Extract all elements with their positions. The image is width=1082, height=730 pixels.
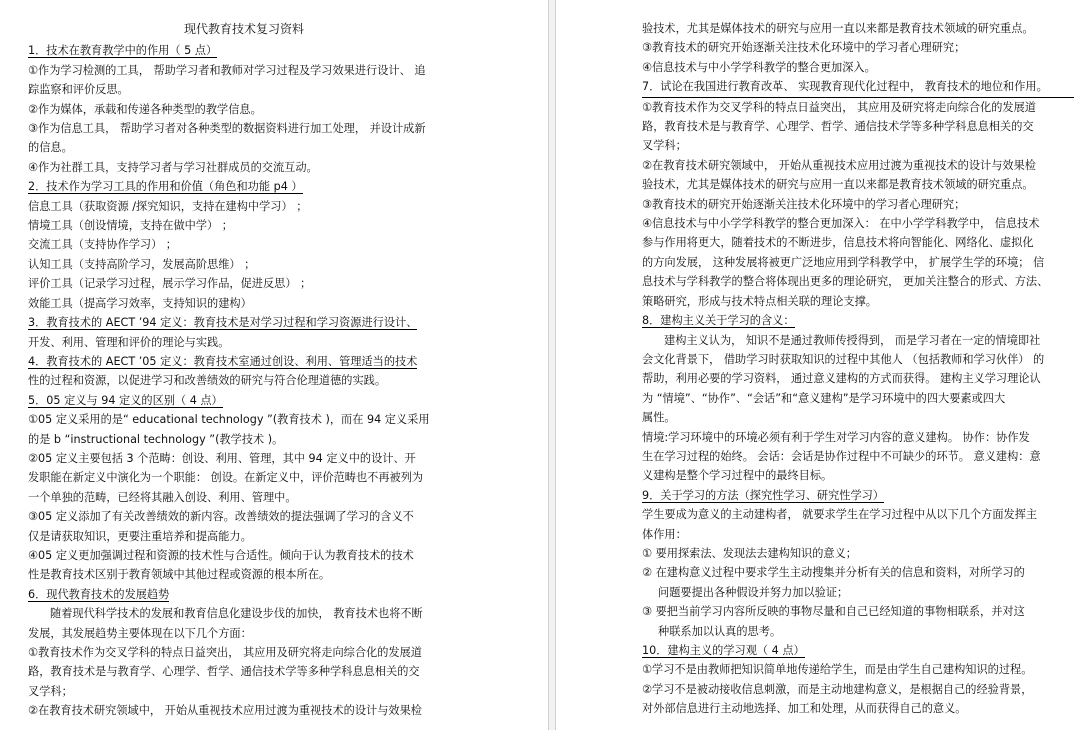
text-line: ①教育技术作为交叉学科的特点日益突出， 其应用及研究将走向综合化的发展道 xyxy=(642,100,1036,114)
document-title: 现代教育技术复习资料 xyxy=(183,22,304,36)
section-heading xyxy=(642,486,1074,505)
text-line: ②作为媒体，承载和传递各种类型的教学信息。 xyxy=(28,102,262,116)
text-line: 叉学科； xyxy=(28,684,73,698)
text-line: 问题要提出各种假设并努力加以验证； xyxy=(658,585,849,599)
text-line: 发职能在新定义中演化为一个职能： 创设。在新定义中，评价范畴也不再被列为 xyxy=(28,471,424,485)
text-line: 发展，其发展趋势主要体现在以下几个方面： xyxy=(28,626,252,640)
text-line: 随着现代科学技术的发展和教育信息化建设步伐的加快， 教育技术也将不断 xyxy=(50,607,423,621)
page-gutter xyxy=(548,0,556,730)
text-line: 帮助，利用必要的学习资料， 通过意义建构的方式而获得。 建构主义学习理论认 xyxy=(642,372,1041,386)
text-line: 认知工具（支持高阶学习，发展高阶思维） ； xyxy=(28,257,256,271)
text-line: ③ 要把当前学习内容所反映的事物尽量和自己已经知道的事物相联系，并对这 xyxy=(642,605,1025,619)
section-heading xyxy=(28,391,460,410)
section-heading-text: 1．技术在教育教学中的作用（ 5 点） xyxy=(28,44,218,58)
section-heading-text: 3．教育技术的 AECT ’94 定义：教育技术是对学习过程和学习资源进行设计、 xyxy=(28,316,418,330)
text-line: 效能工具（提高学习效率，支持知识的建构） xyxy=(28,296,252,310)
right-page xyxy=(556,0,1082,730)
text-line: ②在教育技术研究领域中， 开始从重视技术应用过渡为重视技术的设计与效果检 xyxy=(642,158,1036,172)
section-heading xyxy=(642,311,1074,330)
section-heading: 7．试论在我国进行教育改革、 实现教育现代化过程中， 教育技术的地位和作用。 xyxy=(642,77,1074,97)
text-line: 路，教育技术是与教育学、心理学、哲学、通信技术学等多种学科息息相关的交 xyxy=(642,120,1034,134)
text-line: 会文化背景下， 借助学习时获取知识的过程中其他人 （包括教师和学习伙伴） 的 xyxy=(642,352,1045,366)
section-heading xyxy=(28,41,460,60)
text-line: ②在教育技术研究领域中， 开始从重视技术应用过渡为重视技术的设计与效果检 xyxy=(28,704,422,718)
text-line: ①教育技术作为交叉学科的特点日益突出， 其应用及研究将走向综合化的发展道 xyxy=(28,646,422,659)
section-heading xyxy=(28,177,460,196)
text-line: 开发、利用、管理和评价的理论与实践。 xyxy=(28,335,230,349)
text-line: 性的过程和资源，以促进学习和改善绩效的研究与符合伦理道德的实践。 xyxy=(28,374,387,388)
text-line: ②05 定义主要包括 3 个范畴：创设、利用、管理，其中 94 定义中的设计、开 xyxy=(28,451,416,465)
text-line: 情境工具（创设情境，支持在做中学） ； xyxy=(28,219,233,233)
text-line: 种联系加以认真的思考。 xyxy=(658,624,782,638)
text-line: 路，教育技术是与教育学、心理学、哲学、通信技术学等多种学科息息相关的交 xyxy=(28,665,420,679)
text-line: 仅是请获取知识，更要注重培养和提高能力。 xyxy=(28,529,252,543)
section-heading xyxy=(28,313,460,332)
text-line: 学生要成为意义的主动建构者， 就要求学生在学习过程中从以下几个方面发挥主 xyxy=(642,508,1038,522)
text-line: ③05 定义添加了有关改善绩效的新内容。改善绩效的提法强调了学习的含义不 xyxy=(28,510,414,524)
text-line: ③教育技术的研究开始逐渐关注技术化环境中的学习者心理研究； xyxy=(642,41,966,55)
text-line: 的信息。 xyxy=(28,141,73,155)
text-line: 体作用： xyxy=(642,527,687,541)
section-heading-text: 8．建构主义关于学习的含义： xyxy=(642,314,795,328)
text-line: ③作为信息工具， 帮助学习者对各种类型的数据资料进行加工处理， 并设计成新 xyxy=(28,122,426,136)
section-heading-text: 2．技术作为学习工具的作用和价值（角色和功能 p4 ） xyxy=(28,180,303,194)
text-line: ①作为学习检测的工具， 帮助学习者和教师对学习过程及学习效果进行设计、 追 xyxy=(28,63,426,77)
left-column xyxy=(28,0,460,721)
section-heading-text: 9．关于学习的方法（探究性学习、研究性学习） xyxy=(642,488,885,502)
text-line: ①05 定义采用的是“ educational technology ”(教育技术 )，而在 94 定义采用 xyxy=(28,413,430,427)
section-heading-text: 4．教育技术的 AECT ’05 定义：教育技术室通过创设、利用、管理适当的技术 xyxy=(28,354,418,368)
text-line: 交流工具（支持协作学习） ； xyxy=(28,238,177,252)
text-line: ①学习不是由教师把知识简单地传递给学生，而是由学生自己建构知识的过程。 xyxy=(642,663,1033,677)
section-heading xyxy=(642,641,1074,660)
text-line: ③教育技术的研究开始逐渐关注技术化环境中的学习者心理研究； xyxy=(642,197,966,211)
text-line: 验技术，尤其是媒体技术的研究与应用一直以来都是教育技术领域的研究重点。 xyxy=(642,178,1034,192)
text-line: 叉学科； xyxy=(642,139,687,153)
section-heading xyxy=(28,352,460,371)
text-line: ① 要用探索法、发现法去建构知识的意义； xyxy=(642,546,857,560)
text-line: 息技术与学科教学的整合将体现出更多的理论研究， 更加关注整合的形式、方法、 xyxy=(642,275,1049,289)
text-line: ④信息技术与中小学学科教学的整合更加深入： 在中小学学科教学中， 信息技术 xyxy=(642,217,1040,231)
right-column xyxy=(642,0,1074,719)
text-line: 性是教育技术区别于教育领域中其他过程或资源的根本所在。 xyxy=(28,568,331,582)
text-line: ④05 定义更加强调过程和资源的技术性与合适性。倾向于认为教育技术的技术 xyxy=(28,548,414,562)
text-line: 建构主义认为， 知识不是通过教师传授得到， 而是学习者在一定的情境即社 xyxy=(664,333,1041,347)
text-line: 属性。 xyxy=(642,411,676,425)
text-line: ②学习不是被动接收信息刺激，而是主动地建构意义，是根据自己的经验背景， xyxy=(642,682,1033,696)
section-heading-text: 6．现代教育技术的发展趋势 xyxy=(28,587,170,601)
text-line: 情境:学习环境中的环境必须有利于学生对学习内容的意义建构。 协作：协作发 xyxy=(642,430,1030,444)
section-heading-text: 10．建构主义的学习观（ 4 点） xyxy=(642,644,805,657)
section-heading-text: 5．05 定义与 94 定义的区别（ 4 点） xyxy=(28,393,223,407)
text-line: 对外部信息进行主动地选择、加工和处理，从而获得自己的意义。 xyxy=(642,702,967,716)
text-line: 为 “情境”、“协作”、“会话”和“意义建构”是学习环境中的四大要素或四大 xyxy=(642,391,1006,405)
text-line: ④作为社群工具，支持学习者与学习社群成员的交流互动。 xyxy=(28,160,318,174)
text-line: 生在学习过程的始终。 会话：会话是协作过程中不可缺少的环节。 意义建构：意 xyxy=(642,449,1041,463)
text-line: 的方向发展， 这种发展将被更广泛地应用到学科教学中， 扩展学生学的环境； 信 xyxy=(642,255,1045,269)
text-line: 的是 b “instructional technology ”(教学技术 )。 xyxy=(28,432,284,446)
text-line: 验技术，尤其是媒体技术的研究与应用一直以来都是教育技术领域的研究重点。 xyxy=(642,22,1034,35)
text-line: ② 在建构意义过程中要求学生主动搜集并分析有关的信息和资料，对所学习的 xyxy=(642,566,1025,580)
text-line: 评价工具（记录学习过程，展示学习作品，促进反思） ； xyxy=(28,277,312,291)
section-heading xyxy=(28,585,460,604)
text-line: 策略研究，形成与技术特点相关联的理论支撑。 xyxy=(642,294,877,308)
text-line: 参与作用将更大，随着技术的不断进步，信息技术将向智能化、网络化、虚拟化 xyxy=(642,236,1034,250)
text-line: ④信息技术与中小学学科教学的整合更加深入。 xyxy=(642,60,876,74)
text-line: 义建构是整个学习过程中的最终目标。 xyxy=(642,469,833,483)
text-line: 踪监察和评价反思。 xyxy=(28,83,129,97)
text-line: 一个单独的范畴，已经将其融入创设、利用、管理中。 xyxy=(28,490,297,504)
text-line: 信息工具（获取资源 /探究知识，支持在建构中学习） ； xyxy=(28,199,308,213)
